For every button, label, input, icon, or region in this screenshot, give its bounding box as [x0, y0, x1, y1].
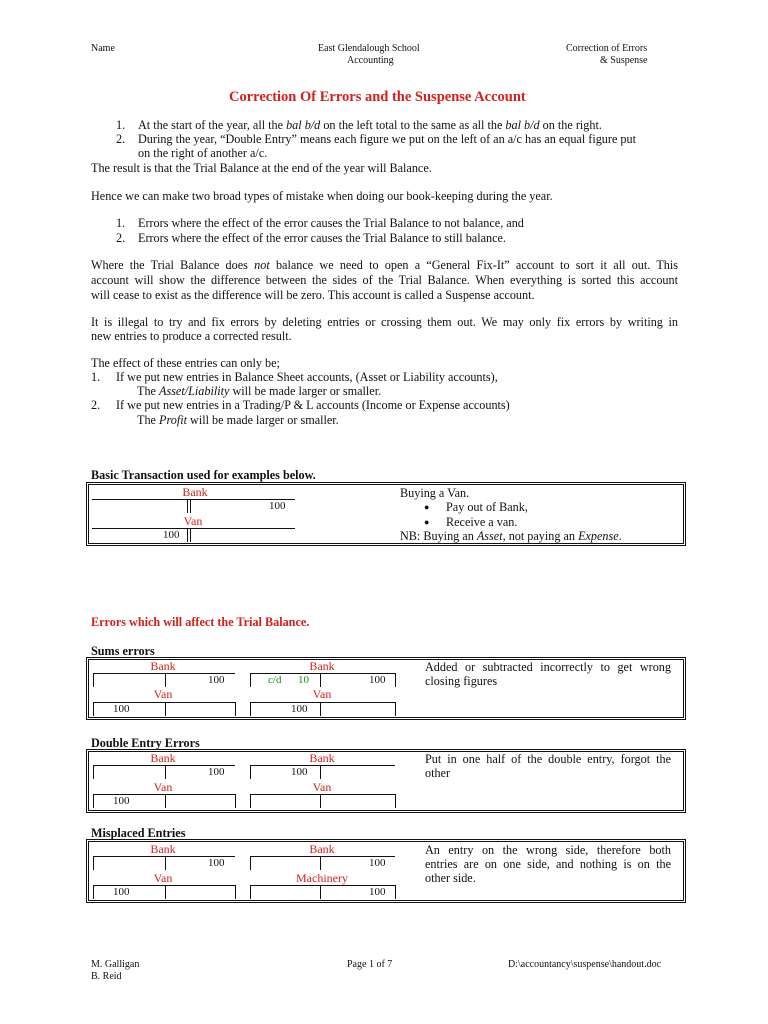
basic-nb-em1: Asset — [476, 529, 503, 543]
basic-bullet-2: Receive a van. — [446, 515, 518, 529]
sums-right-top-label: Bank — [309, 659, 335, 673]
footer-path: D:\accountancy\suspense\handout.doc — [508, 959, 662, 970]
header-topic-1: Correction of Errors — [566, 43, 648, 54]
double-left-bottom-divider — [93, 794, 94, 808]
illegal-line-2: new entries to produce a corrected result. — [91, 329, 292, 343]
basic-van-divider-a — [187, 528, 188, 542]
misplaced-left-top-value: 100 — [208, 857, 225, 869]
basic-van-label: Van — [183, 514, 203, 528]
page-title: Correction Of Errors and the Suspense Account — [229, 89, 526, 105]
sums-left-bottom-label: Van — [153, 687, 173, 701]
bullet-icon: ● — [424, 517, 430, 527]
hence-text: Hence we can make two broad types of mistake when doing our book-keeping during the year. — [91, 189, 553, 203]
sums-right-top-mid — [320, 673, 321, 687]
double-right-top-line — [250, 765, 395, 766]
effect-2-sub-post: will be made larger or smaller. — [187, 413, 339, 427]
misplaced-desc-3: other side. — [425, 871, 476, 885]
intro-item-1-em2: bal b/d — [505, 118, 540, 132]
suspense-l1a: Where the Trial Balance does — [91, 258, 255, 272]
sums-left-bottom-value: 100 — [113, 703, 130, 715]
sums-right-bottom-line — [250, 702, 395, 703]
effect-1-num: 1. — [91, 370, 101, 384]
double-left-bottom-mid — [165, 794, 166, 808]
basic-nb-em2: Expense — [578, 529, 619, 543]
footer-author-2: B. Reid — [91, 971, 122, 982]
intro-item-1-mid: on the left total to the same as all the — [320, 118, 506, 132]
sums-right-bottom-divider — [250, 702, 251, 716]
sums-right-bottom-label: Van — [312, 687, 332, 701]
misplaced-right-bottom-mid — [320, 885, 321, 899]
basic-bank-divider-b — [190, 499, 191, 513]
suspense-l1em: not — [254, 258, 270, 272]
misplaced-left-bottom-value: 100 — [113, 886, 130, 898]
suspense-line-3: will cease to exist as the difference will be zero. This account is called a Suspense account. — [91, 288, 535, 302]
intro-item-1 — [138, 118, 602, 133]
sums-right-bottom-mid — [320, 702, 321, 716]
footer-page: Page 1 of 7 — [347, 959, 393, 970]
sums-left-bottom-end — [235, 702, 236, 716]
effect-1-sub-em: Asset/Liability — [159, 384, 230, 398]
sums-heading: Sums errors — [91, 644, 155, 658]
result-text: The result is that the Trial Balance at the end of the year will Balance. — [91, 161, 432, 175]
misplaced-right-top-mid — [320, 856, 321, 870]
illegal-line-1: It is illegal to try and fix errors by deleting entries or crossing them out. We may only fix errors by writing in — [91, 315, 678, 329]
effect-2-sub-em: Profit — [159, 413, 187, 427]
misplaced-left-bottom-divider — [93, 885, 94, 899]
errors-heading: Errors which will affect the Trial Balance. — [91, 615, 310, 629]
double-right-top-label: Bank — [309, 751, 335, 765]
effect-1-sub-pre: The — [137, 384, 159, 398]
type-1-num: 1. — [116, 216, 126, 230]
effect-1-text: If we put new entries in Balance Sheet accounts, (Asset or Liability accounts), — [116, 370, 498, 384]
footer-author-1: M. Galligan — [91, 959, 140, 970]
basic-nb-mid: , not paying an — [502, 529, 579, 543]
header-school: East Glendalough School — [318, 43, 420, 54]
header-name: Name — [91, 43, 115, 54]
basic-bullet-1: Pay out of Bank, — [446, 500, 528, 514]
sums-desc-1: Added or subtracted incorrectly to get wrong — [425, 660, 671, 674]
misplaced-left-bottom-label: Van — [153, 871, 173, 885]
suspense-line-1 — [91, 258, 678, 273]
double-left-top-mid — [165, 765, 166, 779]
double-right-bottom-line — [250, 794, 395, 795]
sums-left-top-value: 100 — [208, 674, 225, 686]
basic-heading: Basic Transaction used for examples below. — [91, 468, 316, 482]
sums-right-top-value: 100 — [369, 674, 386, 686]
misplaced-heading: Misplaced Entries — [91, 826, 186, 840]
suspense-l1b: balance we need to open a “General Fix-It” account to sort it all out. This — [269, 258, 678, 272]
double-left-top-label: Bank — [150, 751, 176, 765]
double-left-bottom-value: 100 — [113, 795, 130, 807]
sums-right-bottom-value: 100 — [291, 703, 308, 715]
basic-desc-title: Buying a Van. — [400, 486, 470, 500]
sums-left-top-mid — [165, 673, 166, 687]
double-right-bottom-label: Van — [312, 780, 332, 794]
misplaced-left-bottom-mid — [165, 885, 166, 899]
basic-bank-line — [92, 499, 295, 500]
misplaced-right-bottom-label: Machinery — [296, 871, 348, 885]
misplaced-right-top-label: Bank — [309, 842, 335, 856]
effect-1-sub-post: will be made larger or smaller. — [229, 384, 382, 398]
misplaced-desc-1: An entry on the wrong side, therefore both — [425, 843, 671, 857]
intro-item-2-num: 2. — [116, 132, 126, 146]
intro-item-1-pre: At the start of the year, all the — [138, 118, 287, 132]
sums-desc-2: closing figures — [425, 674, 498, 688]
basic-bank-value: 100 — [269, 500, 286, 512]
sums-left-top-label: Bank — [150, 659, 176, 673]
basic-bank-label: Bank — [182, 485, 208, 499]
misplaced-right-top-divider — [250, 856, 251, 870]
intro-item-2-line1: During the year, “Double Entry” means each figure we put on the left of an a/c has an equal figure put — [138, 132, 636, 146]
intro-item-2-line2: on the right of another a/c. — [138, 146, 268, 160]
basic-van-value: 100 — [163, 529, 180, 541]
effect-1-sub — [137, 384, 381, 399]
basic-bank-divider-a — [187, 499, 188, 513]
effect-2-text: If we put new entries in a Trading/P & L accounts (Income or Expense accounts) — [116, 398, 510, 412]
double-right-top-mid — [320, 765, 321, 779]
double-right-top-divider — [250, 765, 251, 779]
basic-nb-pre: NB: Buying an — [400, 529, 477, 543]
sums-left-bottom-divider — [93, 702, 94, 716]
effect-2-sub-pre: The — [137, 413, 159, 427]
bullet-icon: ● — [424, 502, 430, 512]
double-left-bottom-label: Van — [153, 780, 173, 794]
double-desc-1: Put in one half of the double entry, forgot the — [425, 752, 671, 766]
type-1-text: Errors where the effect of the error causes the Trial Balance to not balance, and — [138, 216, 524, 230]
effect-intro: The effect of these entries can only be; — [91, 356, 280, 370]
basic-van-divider-b — [190, 528, 191, 542]
effect-2-num: 2. — [91, 398, 101, 412]
misplaced-right-bottom-value: 100 — [369, 886, 386, 898]
double-right-bottom-mid — [320, 794, 321, 808]
effect-2-sub — [137, 413, 339, 428]
sums-left-top-divider — [93, 673, 94, 687]
double-left-bottom-end — [235, 794, 236, 808]
double-left-top-divider — [93, 765, 94, 779]
header-subject: Accounting — [347, 55, 394, 66]
misplaced-left-bottom-end — [235, 885, 236, 899]
type-2-num: 2. — [116, 231, 126, 245]
basic-nb-post: . — [618, 529, 622, 543]
misplaced-left-top-divider — [93, 856, 94, 870]
suspense-line-2: account will show the difference between the sides of the Trial Balance. When everything is sorted this account — [91, 273, 678, 287]
type-2-text: Errors where the effect of the error causes the Trial Balance to still balance. — [138, 231, 506, 245]
double-right-bottom-divider — [250, 794, 251, 808]
intro-item-1-num: 1. — [116, 118, 126, 132]
misplaced-left-top-mid — [165, 856, 166, 870]
sums-right-top-end — [395, 673, 396, 687]
sums-right-top-cd: c/d — [268, 674, 282, 686]
sums-right-top-divider — [250, 673, 251, 687]
sums-right-bottom-end — [395, 702, 396, 716]
basic-nb — [400, 529, 622, 544]
intro-item-1-em1: bal b/d — [286, 118, 321, 132]
header-topic-2: & Suspense — [600, 55, 648, 66]
intro-item-1-post: on the right. — [539, 118, 602, 132]
misplaced-desc-2: entries are on one side, and nothing is on the — [425, 857, 671, 871]
sums-right-top-cd-value: 10 — [298, 674, 309, 686]
double-heading: Double Entry Errors — [91, 736, 200, 750]
double-right-top-value: 100 — [291, 766, 308, 778]
misplaced-right-bottom-end — [395, 885, 396, 899]
basic-van-line — [92, 528, 295, 529]
misplaced-right-top-value: 100 — [369, 857, 386, 869]
double-right-bottom-end — [395, 794, 396, 808]
double-desc-2: other — [425, 766, 451, 780]
misplaced-left-top-label: Bank — [150, 842, 176, 856]
misplaced-right-bottom-divider — [250, 885, 251, 899]
double-left-top-value: 100 — [208, 766, 225, 778]
sums-left-bottom-mid — [165, 702, 166, 716]
